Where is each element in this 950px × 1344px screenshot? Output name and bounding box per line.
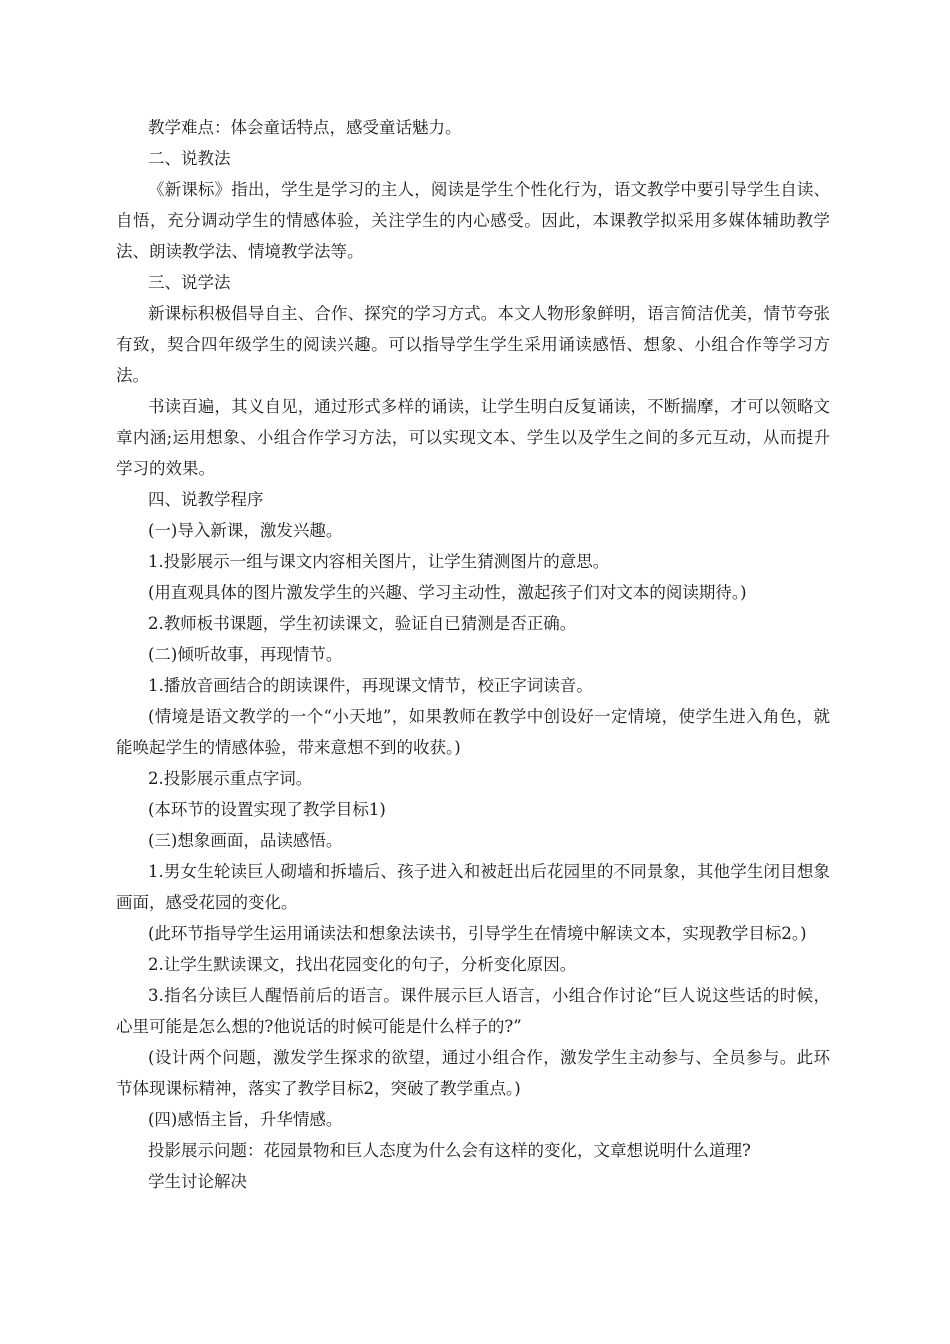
step-note: (本环节的设置实现了教学目标1) [148,800,386,819]
step-item: 学生讨论解决 [148,1172,247,1191]
step-note: (用直观具体的图片激发学生的兴趣、学习主动性，激起孩子们对文本的阅读期待。) [148,583,747,602]
step-note: (此环节指导学生运用诵读法和想象法读书，引导学生在情境中解读文本，实现教学目标2。) [148,924,807,943]
step-item: 2.教师板书课题，学生初读课文，验证自已猜测是否正确。 [148,614,577,633]
paragraph-learning-method: 新课标积极倡导自主、合作、探究的学习方式。本文人物形象鲜明，语言简洁优美，情节夸张有致，契合四年级学生的阅读兴趣。可以指导学生学生采用诵读感悟、想象、小组合作等学习方法。 [116,304,830,385]
paragraph-teaching-method: 《新课标》指出，学生是学习的主人，阅读是学生个性化行为，语文教学中要引导学生自读、自悟，充分调动学生的情感体验，关注学生的内心感受。因此，本课教学拟采用多媒体辅助教学法、朗读教学法、情境教学法等。 [116,180,830,261]
section-heading-teaching-method: 二、说教法 [148,149,231,168]
step-item: 2.让学生默读课文，找出花园变化的句子，分析变化原因。 [148,955,577,974]
document-body [116,112,830,1197]
step-heading-3: (三)想象画面，品读感悟。 [148,831,343,850]
step-item: 2.投影展示重点字词。 [148,769,313,788]
step-note: (情境是语文教学的一个“小天地”，如果教师在教学中创设好一定情境，使学生进入角色，就能唤起学生的情感体验，带来意想不到的收获。) [116,707,830,757]
section-heading-procedure: 四、说教学程序 [148,490,264,509]
step-item: 投影展示问题：花园景物和巨人态度为什么会有这样的变化，文章想说明什么道理? [148,1141,751,1160]
difficulty-line: 教学难点：体会童话特点，感受童话魅力。 [148,118,462,137]
section-heading-learning-method: 三、说学法 [148,273,231,292]
step-item: 1.播放音画结合的朗读课件，再现课文情节，校正字词读音。 [148,676,593,695]
paragraph-reading: 书读百遍，其义自见，通过形式多样的诵读，让学生明白反复诵读，不断揣摩，才可以领略文章内涵;运用想象、小组合作学习方法，可以实现文本、学生以及学生之间的多元互动，从而提升学习的效果。 [116,397,830,478]
step-note: (设计两个问题，激发学生探求的欲望，通过小组合作，激发学生主动参与、全员参与。此环节体现课标精神，落实了教学目标2，突破了教学重点。) [116,1048,830,1098]
step-item: 3.指名分读巨人醒悟前后的语言。课件展示巨人语言，小组合作讨论“巨人说这些话的时候，心里可能是怎么想的?他说话的时候可能是什么样子的?” [116,986,830,1036]
step-heading-2: (二)倾听故事，再现情节。 [148,645,343,664]
step-item: 1.投影展示一组与课文内容相关图片，让学生猜测图片的意思。 [148,552,610,571]
step-heading-4: (四)感悟主旨，升华情感。 [148,1110,343,1129]
step-heading-1: (一)导入新课，激发兴趣。 [148,521,343,540]
step-item: 1.男女生轮读巨人砌墙和拆墙后、孩子进入和被赶出后花园里的不同景象，其他学生闭目想象画面，感受花园的变化。 [116,862,830,912]
